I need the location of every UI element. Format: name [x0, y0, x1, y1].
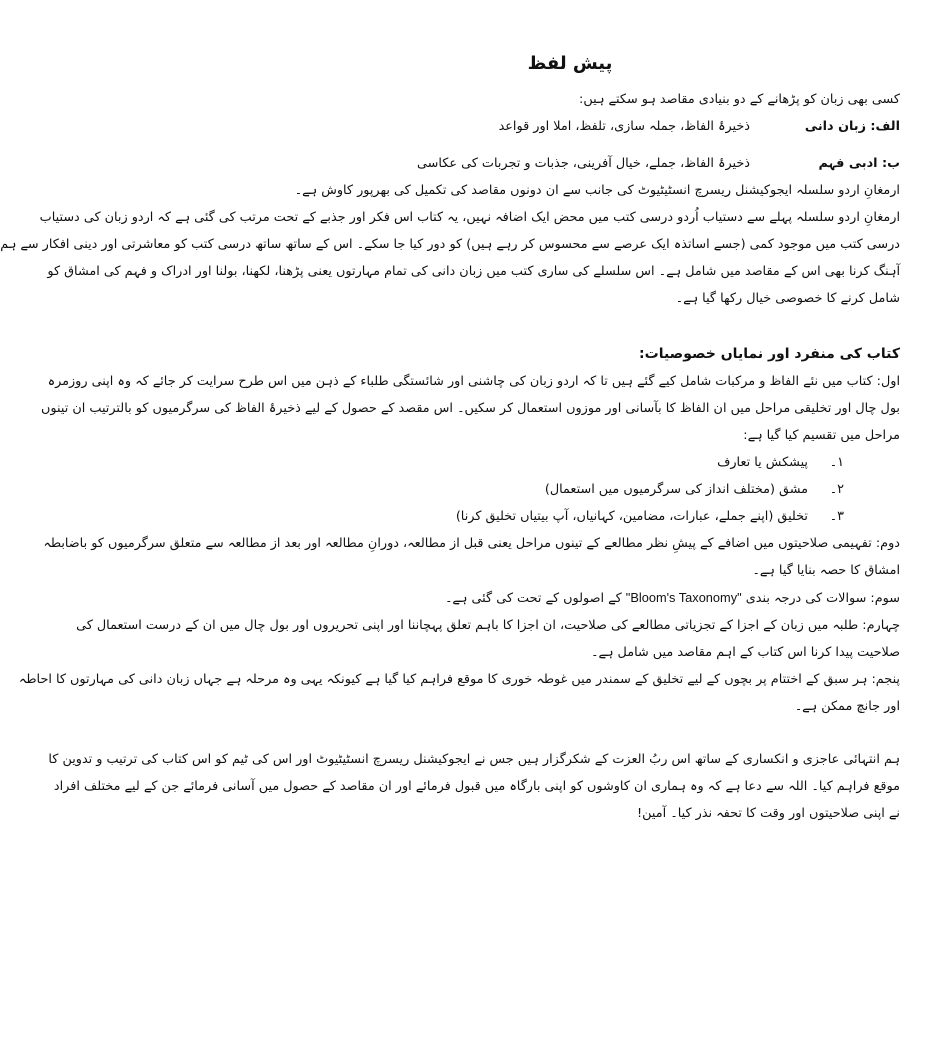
paragraph-line: آہنگ کرنا بھی اس کے مقاصد میں شامل ہے۔ اس سلسلے کی ساری کتب میں زبان دانی کی تمام مہارتوں یعنی پڑھنا، لکھنا، بولنا اور ادراک و فہم کی امشاق کو — [47, 264, 900, 279]
feature-line: چہارم: طلبہ میں زبان کے اجزا کے تجزیاتی مطالعے کی صلاحیت، ان اجزا کا باہم تعلق پہچاننا اور اپنی تحریروں اور بول چال میں ان کے درست استعمال کی — [76, 618, 900, 633]
feature-som — [240, 584, 900, 612]
feature-som-after: کے اصولوں کے تحت کی گئی ہے۔ — [444, 591, 626, 606]
stage-item — [240, 503, 900, 530]
spacer — [240, 312, 900, 330]
blooms-taxonomy-term: "Bloom's Taxonomy" — [625, 590, 742, 605]
definition-be-label: ب: ادبی فہم — [818, 156, 900, 171]
definition-alif — [240, 113, 900, 140]
feature-line: بول چال اور تخلیقی مراحل میں ان الفاظ کا بآسانی اور موزوں استعمال کر سکیں۔ اس مقصد کے حصول کے لیے ذخیرۂ الفاظ کی سرگرمیوں کو بالترتیب ان تینوں — [41, 401, 900, 416]
stage-number: ۳۔ — [829, 509, 844, 524]
stage-text: پیشکش یا تعارف — [717, 455, 808, 470]
intro-paragraph — [0, 204, 900, 312]
definition-alif-label: الف: زبان دانی — [804, 119, 900, 134]
feature-line: پنجم: ہر سبق کے اختتام پر بچوں کے لیے تخلیق کے سمندر میں غوطہ خوری کا موقع فراہم کیا گیا ہے کیونکہ یہی وہ مرحلہ ہے جہاں زبان دانی کی مہارتوں کا احاطہ — [18, 672, 900, 687]
feature-line: اور جانچ ممکن ہے۔ — [794, 699, 900, 714]
spacer — [240, 140, 900, 150]
paragraph-line: شامل کرنے کا خصوصی خیال رکھا گیا ہے۔ — [675, 291, 900, 306]
spacer — [240, 720, 900, 746]
intro-summary-line: ارمغانِ اردو سلسلہ ایجوکیشنل ریسرچ انسٹیٹیوٹ کی جانب سے ان دونوں مقاصد کی تکمیل کی بھرپور کاوش ہے۔ — [294, 183, 900, 198]
stage-list — [240, 449, 900, 530]
closing-line: نے اپنی صلاحیتوں اور وقت کا تحفہ نذر کیا۔ آمین! — [637, 806, 900, 821]
closing-line: ہم انتہائی عاجزی و انکساری کے ساتھ اس ربُ العزت کے شکرگزار ہیں جس نے ایجوکیشنل ریسرچ انسٹیٹیوٹ اور اس کی ٹیم کو اس کتاب کی ترتیب و تدوین کا — [48, 752, 900, 767]
paragraph-line: ارمغانِ اردو سلسلہ پہلے سے دستیاب اُردو درسی کتب میں محض ایک اضافہ نہیں، یہ کتاب اس فکر اور جذبے کے تحت مرتب کی گئی ہے کہ اردو زبان کی دستیاب — [39, 210, 900, 225]
feature-som-before: سوم: سوالات کی درجہ بندی — [741, 591, 900, 606]
features-heading: کتاب کی منفرد اور نمایاں خصوصیات: — [639, 346, 900, 362]
closing-paragraph — [48, 746, 900, 827]
feature-doam — [43, 530, 900, 584]
feature-line: صلاحیت پیدا کرنا اس کتاب کے اہم مقاصد میں شامل ہے۔ — [591, 645, 900, 660]
feature-line: مراحل میں تقسیم کیا گیا ہے: — [743, 428, 900, 443]
definition-be — [240, 150, 900, 177]
paragraph-line: درسی کتب میں موجود کمی (جسے اساتذہ ایک عرصے سے محسوس کر رہے ہیں) کو دور کیا جا سکے۔ اس کے ساتھ ساتھ درسی کتب کو معاشرتی اور دینی افکار سے ہم — [0, 237, 900, 252]
stage-text: تخلیق (اپنے جملے، عبارات، مضامین، کہانیاں، آپ بیتیاں تخلیق کرنا) — [455, 509, 808, 524]
closing-line: موقع فراہم کیا۔ اللہ سے دعا ہے کہ وہ ہماری ان کاوشوں کو اپنی بارگاہ میں قبول فرمائے اور ان مقاصد کے حصول میں آسانی فرمائے جن کے لیے مختلف افراد — [53, 779, 900, 794]
feature-line: اول: کتاب میں نئے الفاظ و مرکبات شامل کیے گئے ہیں تا کہ اردو زبان کی چاشنی اور شائستگی طلباء کے ذہن میں اس طرح سرایت کر جائے کہ وہ اپنی روزمرہ — [47, 374, 900, 389]
stage-number: ۲۔ — [829, 482, 844, 497]
stage-item — [240, 449, 900, 476]
definition-alif-value: ذخیرۂ الفاظ، جملہ سازی، تلفظ، املا اور قواعد — [498, 119, 750, 134]
feature-line: دوم: تفہیمی صلاحیتوں میں اضافے کے پیشِ نظر مطالعے کے تینوں مراحل یعنی قبل از مطالعہ، دورانِ مطالعہ اور بعد از مطالعہ سے متعلق سرگرمیوں کو باضابطہ — [43, 536, 900, 551]
stage-item — [240, 476, 900, 503]
feature-chaharum — [76, 612, 900, 666]
page-title: پیش لفظ — [527, 53, 613, 74]
definition-be-value: ذخیرۂ الفاظ، جملے، خیال آفرینی، جذبات و تجربات کی عکاسی — [417, 156, 750, 171]
feature-line: امشاق کا حصہ بنایا گیا ہے۔ — [752, 563, 900, 578]
feature-panjum — [18, 666, 900, 720]
feature-awwal — [41, 368, 900, 449]
intro-line: کسی بھی زبان کو پڑھانے کے دو بنیادی مقاصد ہو سکتے ہیں: — [579, 92, 900, 107]
stage-number: ۱۔ — [829, 455, 844, 470]
stage-text: مشق (مختلف انداز کی سرگرمیوں میں استعمال) — [544, 482, 808, 497]
